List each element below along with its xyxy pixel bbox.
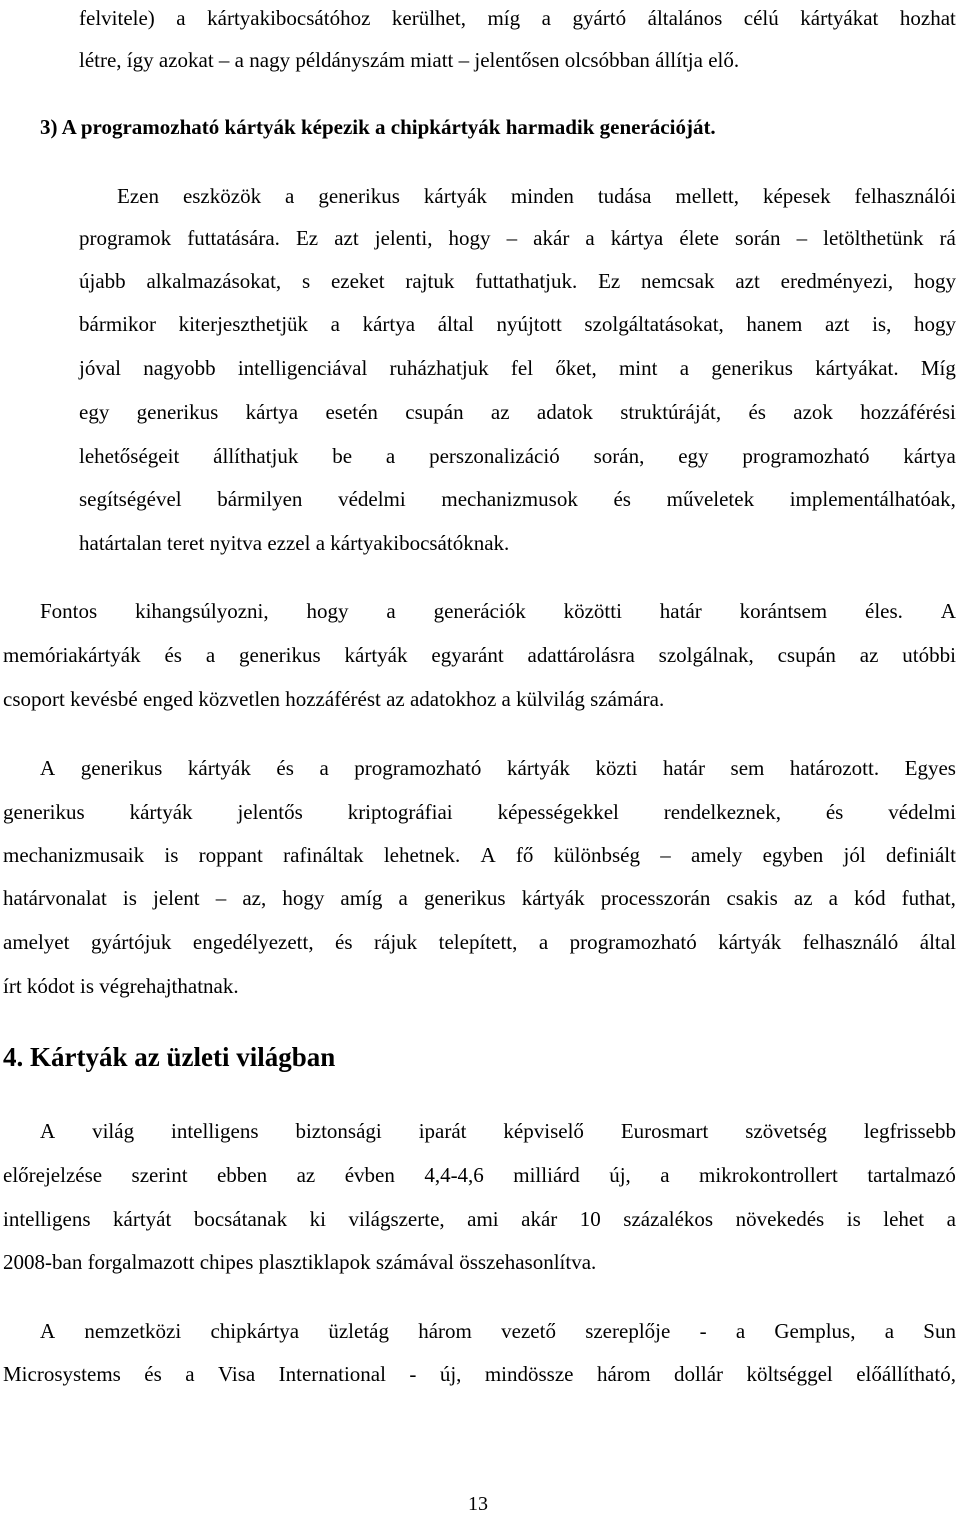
word: tudása bbox=[597, 184, 652, 208]
word: telepített, bbox=[438, 930, 518, 954]
word: egy bbox=[678, 444, 709, 468]
word: jól bbox=[843, 843, 866, 867]
word: Fontos bbox=[40, 599, 98, 623]
text-line bbox=[40, 758, 956, 779]
word: határ bbox=[663, 756, 705, 780]
word: programozható bbox=[569, 930, 697, 954]
word: előrejelzése bbox=[3, 1163, 103, 1187]
word: kiterjeszthetjük bbox=[178, 312, 309, 336]
word: szereplője bbox=[585, 1319, 671, 1343]
word: chipkártya bbox=[210, 1319, 300, 1343]
word: Visa bbox=[217, 1362, 256, 1386]
word: ebben bbox=[216, 1163, 268, 1187]
word: költséggel bbox=[746, 1362, 833, 1386]
text-line bbox=[79, 446, 956, 467]
word: a bbox=[660, 1163, 670, 1187]
word: kártyát bbox=[113, 1207, 172, 1231]
word: csupán bbox=[405, 400, 464, 424]
word: engedélyezett, bbox=[192, 930, 314, 954]
word: kártyák bbox=[521, 886, 585, 910]
word: futtathatjuk. bbox=[475, 269, 578, 293]
word: hogy bbox=[448, 226, 491, 250]
text-line bbox=[3, 802, 956, 823]
word: egyben bbox=[762, 843, 824, 867]
word: definiált bbox=[885, 843, 956, 867]
word: azok bbox=[793, 400, 833, 424]
text-line bbox=[79, 228, 956, 249]
word: százalékos bbox=[623, 1207, 714, 1231]
word: Gemplus, bbox=[774, 1319, 856, 1343]
word: világszerte, bbox=[348, 1207, 445, 1231]
word: s bbox=[301, 269, 311, 293]
word: programozható bbox=[354, 756, 482, 780]
word: lehet bbox=[883, 1207, 925, 1231]
word: lehetnek. bbox=[383, 843, 461, 867]
text-line: 2008-ban forgalmazott chipes plasztiklapok számával összehasonlítva. bbox=[3, 1250, 597, 1274]
word: – bbox=[215, 886, 227, 910]
word: éles. bbox=[865, 599, 903, 623]
page-number: 13 bbox=[468, 1493, 488, 1515]
text-line bbox=[79, 8, 956, 29]
word: és bbox=[276, 756, 294, 780]
word: által bbox=[919, 930, 956, 954]
word: utóbbi bbox=[902, 643, 956, 667]
word: mechanizmusok bbox=[441, 487, 578, 511]
word: a bbox=[946, 1207, 956, 1231]
word: képesek bbox=[762, 184, 831, 208]
word: rá bbox=[939, 226, 956, 250]
word: kriptográfiai bbox=[347, 800, 453, 824]
word: szolgáltatásokat, bbox=[584, 312, 724, 336]
word: a bbox=[679, 356, 690, 380]
word: és bbox=[613, 487, 631, 511]
word: kártya bbox=[903, 444, 956, 468]
word: kártyákat bbox=[800, 6, 879, 30]
word: célú bbox=[743, 6, 779, 30]
word: rendelkeznek, bbox=[663, 800, 781, 824]
word: generikus bbox=[423, 886, 506, 910]
text-line bbox=[117, 186, 956, 207]
word: új, bbox=[439, 1362, 462, 1386]
word: kerülhet, bbox=[391, 6, 466, 30]
word: amelyet bbox=[3, 930, 70, 954]
word: mikrokontrollert bbox=[699, 1163, 838, 1187]
word: és bbox=[144, 1362, 162, 1386]
word: a bbox=[319, 756, 329, 780]
text-line bbox=[79, 402, 956, 423]
word: műveletek bbox=[666, 487, 755, 511]
word: szerint bbox=[131, 1163, 188, 1187]
word: az bbox=[859, 643, 879, 667]
word: rajtuk bbox=[405, 269, 455, 293]
word: is bbox=[846, 1207, 861, 1231]
word: csakis bbox=[726, 886, 778, 910]
word: - bbox=[409, 1362, 417, 1386]
text-line bbox=[40, 601, 956, 622]
text-line bbox=[40, 1321, 956, 1342]
word: a bbox=[386, 599, 396, 623]
word: Ez bbox=[598, 269, 621, 293]
word: nagyobb bbox=[143, 356, 216, 380]
word: őket, bbox=[555, 356, 597, 380]
word: is bbox=[164, 843, 179, 867]
word: processzorán bbox=[600, 886, 711, 910]
word: legfrissebb bbox=[863, 1119, 956, 1143]
word: üzletág bbox=[328, 1319, 389, 1343]
word: vezető bbox=[501, 1319, 556, 1343]
word: kártyakibocsátóhoz bbox=[207, 6, 371, 30]
word: és bbox=[825, 800, 844, 824]
word: is bbox=[122, 886, 137, 910]
word: a bbox=[541, 6, 551, 30]
word: milliárd bbox=[513, 1163, 580, 1187]
word: hozzáférési bbox=[860, 400, 956, 424]
word: tartalmazó bbox=[867, 1163, 956, 1187]
word: A bbox=[40, 1119, 56, 1143]
word: bármilyen bbox=[217, 487, 303, 511]
word: hogy bbox=[913, 269, 956, 293]
word: A bbox=[40, 1319, 56, 1343]
word: bocsátanak bbox=[193, 1207, 288, 1231]
word: rájuk bbox=[374, 930, 418, 954]
word: generikus bbox=[80, 756, 163, 780]
word: nemcsak bbox=[641, 269, 715, 293]
word: a bbox=[330, 312, 340, 336]
text-line bbox=[3, 1364, 956, 1385]
text-line bbox=[3, 1209, 956, 1230]
text-line bbox=[79, 489, 956, 510]
word: mint bbox=[618, 356, 658, 380]
text-line bbox=[79, 271, 956, 292]
word: - bbox=[699, 1319, 707, 1343]
word: kártyák bbox=[187, 756, 251, 780]
word: a bbox=[285, 184, 295, 208]
word: dollár bbox=[674, 1362, 724, 1386]
word: a bbox=[176, 6, 186, 30]
word: előállítható, bbox=[856, 1362, 956, 1386]
word: míg bbox=[487, 6, 521, 30]
word: intelligens bbox=[3, 1207, 91, 1231]
word: gyártójuk bbox=[90, 930, 172, 954]
text-line bbox=[3, 1165, 956, 1186]
word: generikus bbox=[711, 356, 793, 380]
word: hogy bbox=[282, 886, 325, 910]
word: futtatására. bbox=[187, 226, 280, 250]
word: adatok bbox=[536, 400, 593, 424]
word: programozható bbox=[742, 444, 870, 468]
word: Eurosmart bbox=[620, 1119, 709, 1143]
word: által bbox=[437, 312, 474, 336]
word: új, bbox=[609, 1163, 631, 1187]
word: fel bbox=[510, 356, 534, 380]
text-line bbox=[3, 645, 956, 666]
word: esetén bbox=[325, 400, 378, 424]
word: amely bbox=[691, 843, 743, 867]
word: általános bbox=[647, 6, 723, 30]
word: a bbox=[185, 1362, 195, 1386]
word: során bbox=[735, 226, 781, 250]
word: Microsystems bbox=[3, 1362, 121, 1386]
word: a bbox=[828, 886, 838, 910]
word: rafináltak bbox=[283, 843, 364, 867]
word: felvitele) bbox=[79, 6, 155, 30]
word: képviselő bbox=[503, 1119, 584, 1143]
word: azt bbox=[825, 312, 850, 336]
word: és bbox=[748, 400, 766, 424]
word: határozott. bbox=[789, 756, 880, 780]
text-line bbox=[40, 1121, 956, 1142]
word: ki bbox=[309, 1207, 326, 1231]
word: struktúráját, bbox=[620, 400, 722, 424]
word: Egyes bbox=[904, 756, 956, 780]
word: felhasználó bbox=[802, 930, 899, 954]
word: ami bbox=[467, 1207, 499, 1231]
section-heading: 4. Kártyák az üzleti világban bbox=[3, 1042, 336, 1072]
word: minden bbox=[510, 184, 574, 208]
word: Míg bbox=[920, 356, 956, 380]
word: különbség bbox=[553, 843, 640, 867]
word: hogy bbox=[913, 312, 956, 336]
word: a bbox=[398, 886, 408, 910]
word: kártya bbox=[245, 400, 299, 424]
word: ezeket bbox=[330, 269, 385, 293]
word: roppant bbox=[198, 843, 263, 867]
word: egy bbox=[79, 400, 110, 424]
word: jóval bbox=[79, 356, 121, 380]
word: segítségével bbox=[79, 487, 182, 511]
word: A bbox=[940, 599, 956, 623]
word: kártyák bbox=[423, 184, 487, 208]
word: az, bbox=[242, 886, 267, 910]
word: be bbox=[332, 444, 353, 468]
word: kártya bbox=[610, 226, 664, 250]
word: gyártó bbox=[572, 6, 627, 30]
word: 10 bbox=[579, 1207, 601, 1231]
word: az bbox=[490, 400, 510, 424]
word: védelmi bbox=[888, 800, 956, 824]
word: évben bbox=[344, 1163, 395, 1187]
word: világ bbox=[92, 1119, 135, 1143]
word: futhat, bbox=[901, 886, 956, 910]
word: kihangsúlyozni, bbox=[135, 599, 269, 623]
word: ruházhatjuk bbox=[389, 356, 489, 380]
word: növekedés bbox=[735, 1207, 825, 1231]
text-line bbox=[79, 314, 956, 335]
word: is, bbox=[872, 312, 892, 336]
word: kártyák bbox=[506, 756, 570, 780]
word: állíthatjuk bbox=[213, 444, 299, 468]
word: és bbox=[335, 930, 353, 954]
word: hanem bbox=[746, 312, 803, 336]
word: generikus bbox=[136, 400, 219, 424]
word: iparát bbox=[418, 1119, 467, 1143]
word: három bbox=[418, 1319, 472, 1343]
word: – bbox=[506, 226, 518, 250]
word: a bbox=[585, 226, 595, 250]
word: védelmi bbox=[338, 487, 406, 511]
word: szövetség bbox=[745, 1119, 827, 1143]
word: sem bbox=[730, 756, 765, 780]
word: kártyákat. bbox=[815, 356, 899, 380]
word: kártyák bbox=[129, 800, 193, 824]
word: amíg bbox=[340, 886, 383, 910]
word: csupán bbox=[777, 643, 836, 667]
word: 4,4-4,6 bbox=[424, 1163, 484, 1187]
word: közti bbox=[595, 756, 638, 780]
word: jelent bbox=[152, 886, 200, 910]
word: határvonalat bbox=[3, 886, 107, 910]
word: korántsem bbox=[739, 599, 828, 623]
word: az bbox=[296, 1163, 316, 1187]
word: a bbox=[884, 1319, 895, 1343]
word: mechanizmusaik bbox=[3, 843, 145, 867]
text-line: csoport kevésbé enged közvetlen hozzáférést az adatokhoz a külvilág számára. bbox=[3, 687, 665, 711]
word: generikus bbox=[318, 184, 400, 208]
word: biztonsági bbox=[295, 1119, 382, 1143]
word: és bbox=[164, 643, 182, 667]
word: generációk bbox=[433, 599, 526, 623]
text-line bbox=[3, 888, 956, 909]
word: nyújtott bbox=[496, 312, 562, 336]
word: kártyák bbox=[718, 930, 782, 954]
word: hozhat bbox=[899, 6, 956, 30]
word: három bbox=[596, 1362, 651, 1386]
word: mellett, bbox=[675, 184, 739, 208]
word: a bbox=[538, 930, 549, 954]
word: programok bbox=[79, 226, 172, 250]
word: perszonalizáció bbox=[429, 444, 560, 468]
word: implementálhatóak, bbox=[789, 487, 956, 511]
word: felhasználói bbox=[854, 184, 956, 208]
word: A bbox=[480, 843, 496, 867]
word: – bbox=[660, 843, 671, 867]
word: lehetőségeit bbox=[79, 444, 180, 468]
word: egyaránt bbox=[431, 643, 504, 667]
word: a bbox=[205, 643, 216, 667]
word: memóriakártyák bbox=[3, 643, 141, 667]
text-line: határtalan teret nyitva ezzel a kártyakibocsátóknak. bbox=[79, 531, 510, 555]
word: fő bbox=[515, 843, 534, 867]
word: újabb bbox=[79, 269, 126, 293]
word: adattárolásra bbox=[527, 643, 635, 667]
word: Ezen bbox=[117, 184, 159, 208]
word: – bbox=[796, 226, 808, 250]
word: azt bbox=[735, 269, 760, 293]
word: akár bbox=[521, 1207, 558, 1231]
word: jelentős bbox=[237, 800, 303, 824]
word: intelligens bbox=[171, 1119, 259, 1143]
word: hogy bbox=[306, 599, 349, 623]
word: eszközök bbox=[182, 184, 262, 208]
text-line: írt kódot is végrehajthatnak. bbox=[3, 974, 239, 998]
word: kártyák bbox=[344, 643, 408, 667]
word: a bbox=[735, 1319, 746, 1343]
list-item-title: 3) A programozható kártyák képezik a chipkártyák harmadik generációját. bbox=[40, 115, 716, 139]
text-line bbox=[79, 358, 956, 379]
word: határ bbox=[659, 599, 702, 623]
text-line bbox=[3, 932, 956, 953]
text-line bbox=[3, 845, 956, 866]
word: nemzetközi bbox=[84, 1319, 182, 1343]
word: kártya bbox=[362, 312, 416, 336]
word: azt bbox=[334, 226, 359, 250]
word: során, bbox=[593, 444, 645, 468]
word: közötti bbox=[563, 599, 622, 623]
word: letölthetünk bbox=[823, 226, 924, 250]
word: képességekkel bbox=[497, 800, 619, 824]
word: akár bbox=[533, 226, 570, 250]
word: generikus bbox=[3, 800, 85, 824]
word: A bbox=[40, 756, 56, 780]
word: Sun bbox=[923, 1319, 956, 1343]
word: eredményezi, bbox=[780, 269, 894, 293]
word: mindössze bbox=[484, 1362, 574, 1386]
word: kód bbox=[854, 886, 886, 910]
word: generikus bbox=[239, 643, 321, 667]
word: jelenti, bbox=[374, 226, 433, 250]
word: Ez bbox=[295, 226, 319, 250]
word: a bbox=[385, 444, 396, 468]
word: az bbox=[793, 886, 813, 910]
word: International bbox=[278, 1362, 386, 1386]
text-line: létre, így azokat – a nagy példányszám miatt – jelentősen olcsóbban állítja elő. bbox=[79, 48, 740, 72]
word: szolgálnak, bbox=[658, 643, 754, 667]
word: intelligenciával bbox=[237, 356, 368, 380]
word: alkalmazásokat, bbox=[146, 269, 282, 293]
word: bármikor bbox=[79, 312, 156, 336]
word: élete bbox=[679, 226, 719, 250]
